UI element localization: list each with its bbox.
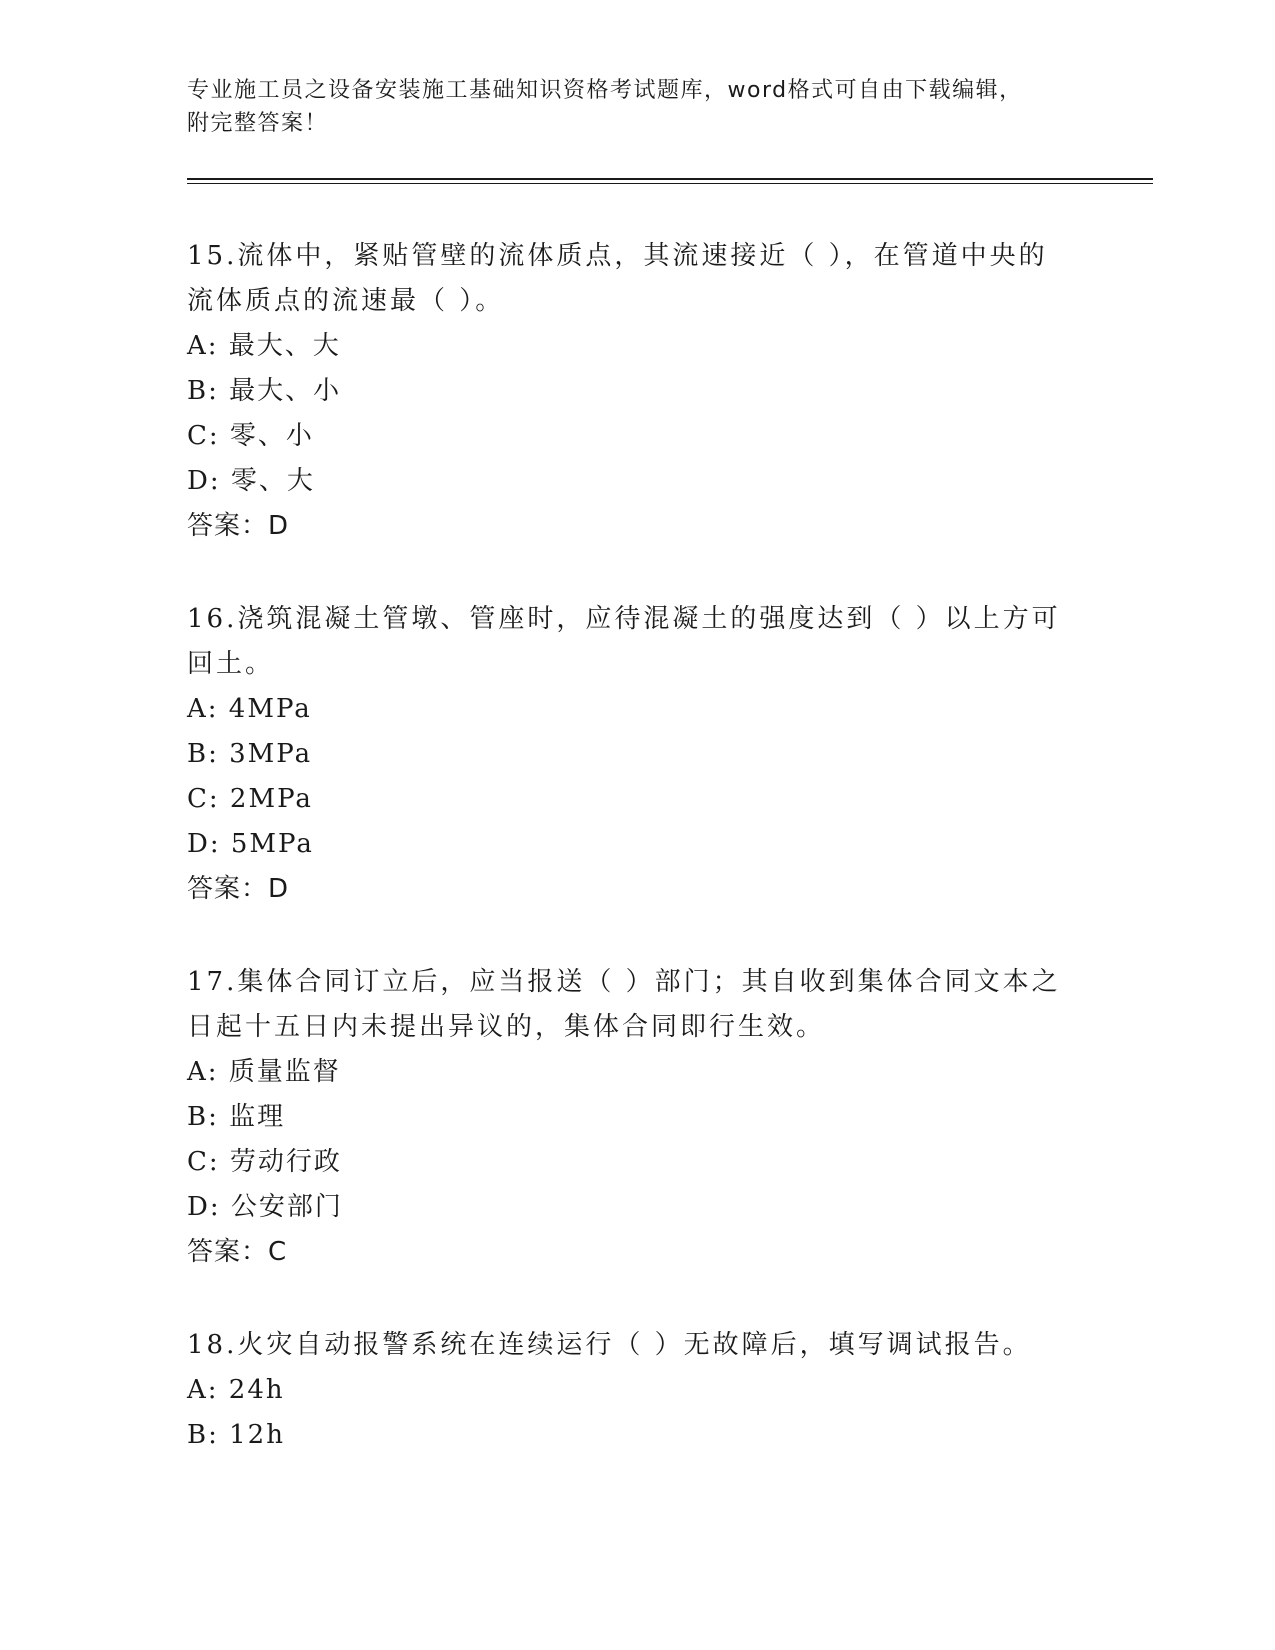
answer: 答案：D xyxy=(187,874,290,904)
option-b: B: 最大、小 xyxy=(187,376,342,406)
option-a: A: 4MPa xyxy=(187,694,312,724)
question-17 xyxy=(187,960,1067,1275)
option-b: B: 12h xyxy=(187,1420,285,1450)
option-a: A: 最大、大 xyxy=(187,331,341,361)
question-stem: 18.火灾自动报警系统在连续运行（ ）无故障后，填写调试报告。 xyxy=(187,1330,1032,1360)
header-line-2: 附完整答案！ xyxy=(187,111,329,136)
option-d: D: 零、大 xyxy=(187,466,315,496)
option-a: A: 质量监督 xyxy=(187,1057,341,1087)
question-stem: 16.浇筑混凝土管墩、管座时，应待混凝土的强度达到（ ）以上方可回土。 xyxy=(187,604,1061,679)
option-b: B: 3MPa xyxy=(187,739,313,769)
question-15 xyxy=(187,234,1067,549)
answer: 答案：D xyxy=(187,511,290,541)
option-d: D: 5MPa xyxy=(187,829,314,859)
document-header xyxy=(187,74,1067,140)
option-c: C: 2MPa xyxy=(187,784,313,814)
answer: 答案：C xyxy=(187,1237,288,1267)
option-d: D: 公安部门 xyxy=(187,1192,343,1222)
header-divider-thin xyxy=(187,183,1153,184)
option-c: C: 劳动行政 xyxy=(187,1147,342,1177)
question-18 xyxy=(187,1323,1067,1458)
option-a: A: 24h xyxy=(187,1375,285,1405)
option-b: B: 监理 xyxy=(187,1102,286,1132)
header-divider-thick xyxy=(187,178,1153,180)
option-c: C: 零、小 xyxy=(187,421,314,451)
header-line-1: 专业施工员之设备安装施工基础知识资格考试题库，word格式可自由下载编辑， xyxy=(187,78,1023,103)
question-stem: 15.流体中，紧贴管壁的流体质点，其流速接近（ ），在管道中央的流体质点的流速最（ ）。 xyxy=(187,241,1048,316)
question-stem: 17.集体合同订立后，应当报送（ ）部门；其自收到集体合同文本之日起十五日内未提出异议的，集体合同即行生效。 xyxy=(187,967,1061,1042)
question-16 xyxy=(187,597,1067,912)
